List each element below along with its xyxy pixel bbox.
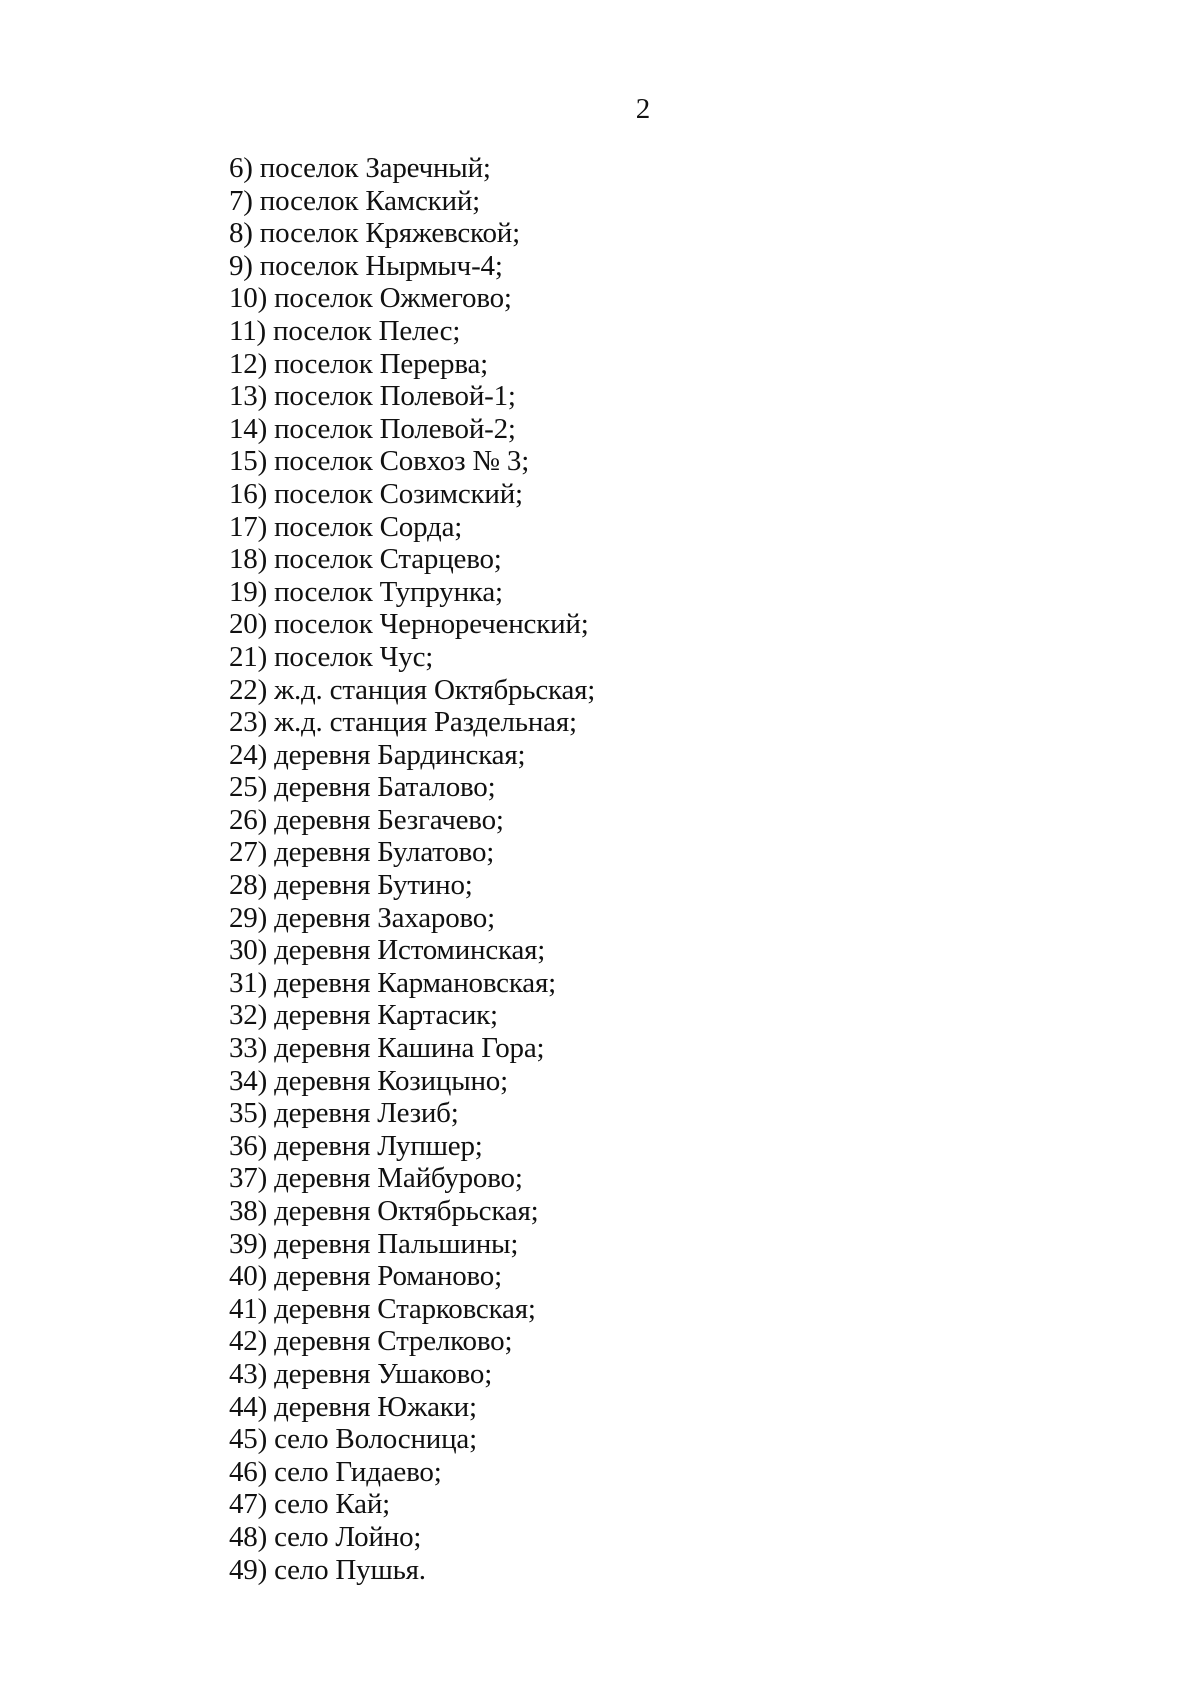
list-item: 18) поселок Старцево; xyxy=(229,543,502,576)
list-item: 45) село Волосница; xyxy=(229,1423,477,1456)
list-item: 11) поселок Пелес; xyxy=(229,314,461,347)
list-item: 19) поселок Тупрунка; xyxy=(229,575,503,608)
list-item: 13) поселок Полевой-1; xyxy=(229,380,516,413)
list-item: 15) поселок Совхоз № 3; xyxy=(229,445,530,478)
list-item: 24) деревня Бардинская; xyxy=(229,738,526,771)
list-item: 44) деревня Южаки; xyxy=(229,1390,477,1423)
list-item: 43) деревня Ушаково; xyxy=(229,1357,493,1390)
list-item: 17) поселок Сорда; xyxy=(229,510,463,543)
list-item: 21) поселок Чус; xyxy=(229,640,434,673)
list-item: 9) поселок Нырмыч-4; xyxy=(229,249,503,282)
list-item: 40) деревня Романово; xyxy=(229,1260,502,1293)
list-item: 47) село Кай; xyxy=(229,1488,391,1521)
list-item: 6) поселок Заречный; xyxy=(229,152,491,184)
page-number: 2 xyxy=(635,93,651,125)
list-item: 46) село Гидаево; xyxy=(229,1455,442,1488)
list-item: 31) деревня Кармановская; xyxy=(229,966,556,999)
list-item: 20) поселок Чернореченский; xyxy=(229,608,589,641)
list-item: 16) поселок Созимский; xyxy=(229,477,523,510)
list-item: 23) ж.д. станция Раздельная; xyxy=(229,706,577,739)
list-item: 25) деревня Баталово; xyxy=(229,771,496,804)
list-item: 32) деревня Картасик; xyxy=(229,999,498,1032)
list-item: 12) поселок Перерва; xyxy=(229,347,488,380)
list-item: 14) поселок Полевой-2; xyxy=(229,412,516,445)
list-item: 28) деревня Бутино; xyxy=(229,869,473,902)
list-item: 35) деревня Лезиб; xyxy=(229,1097,459,1130)
list-item: 36) деревня Лупшер; xyxy=(229,1129,483,1162)
list-item: 7) поселок Камский; xyxy=(229,184,480,217)
list-item: 26) деревня Безгачево; xyxy=(229,803,504,836)
list-item: 38) деревня Октябрьская; xyxy=(229,1195,539,1227)
list-item: 29) деревня Захарово; xyxy=(229,901,495,934)
list-item: 48) село Лойно; xyxy=(229,1520,422,1553)
list-item: 49) село Пушья. xyxy=(229,1553,426,1586)
list-item: 10) поселок Ожмегово; xyxy=(229,282,512,315)
list-item: 42) деревня Стрелково; xyxy=(229,1325,513,1358)
list-item: 27) деревня Булатово; xyxy=(229,836,495,869)
list-item: 39) деревня Пальшины; xyxy=(229,1227,519,1260)
list-item: 22) ж.д. станция Октябрьская; xyxy=(229,673,596,706)
settlement-list xyxy=(229,152,595,1586)
list-item: 34) деревня Козицыно; xyxy=(229,1064,508,1097)
list-item: 33) деревня Кашина Гора; xyxy=(229,1032,545,1065)
list-item: 37) деревня Майбурово; xyxy=(229,1162,523,1195)
list-item: 41) деревня Старковская; xyxy=(229,1292,536,1325)
list-item: 8) поселок Кряжевской; xyxy=(229,217,520,250)
list-item: 30) деревня Истоминская; xyxy=(229,934,546,967)
